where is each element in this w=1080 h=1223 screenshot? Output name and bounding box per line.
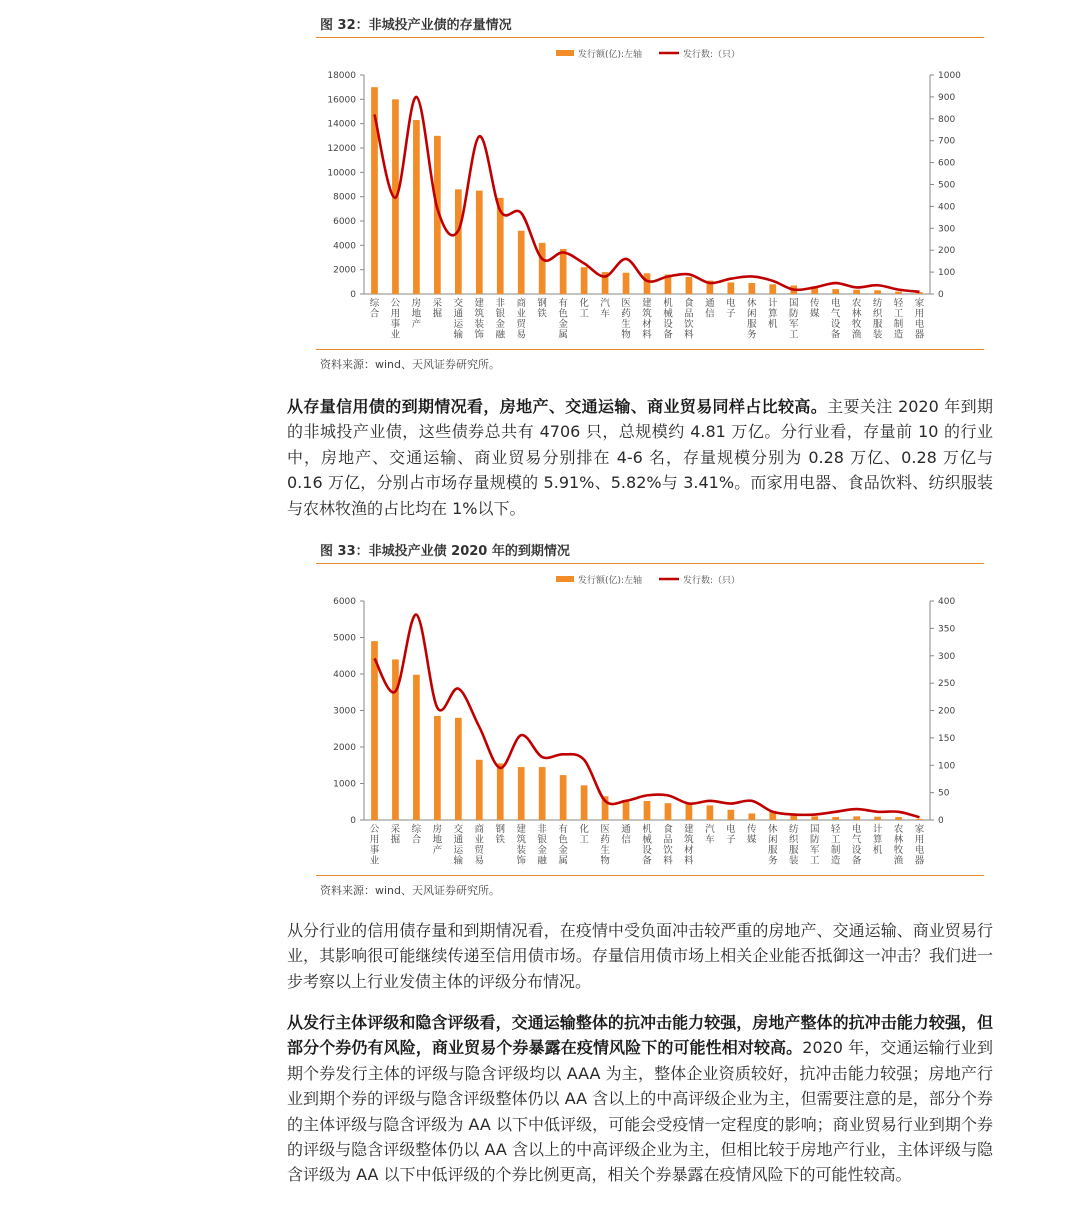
category-label: 家用电器 [914,298,925,341]
bar [581,267,588,294]
right-tick-label: 900 [938,92,956,103]
left-tick-label: 10000 [327,168,356,179]
right-tick-label: 400 [938,202,956,213]
paragraph-3-body: 2020 年，交通运输行业到期个券发行主体的评级与隐含评级均以 AAA 为主，整体企业资质较好，抗冲击能力较强；房地产行业到期个券的评级与隐含评级整体仍以 AA 含以上的中高评级企业为主，但需要注意的是，部分个券的主体评级与隐含评级为 AA 以下中低评级，可能会受疫情一定程度的影响；商业贸易行业到期个券的评级与隐含评级整体仍以 AA 含以上的中高评级企业为主，但相比较于房地产行业，主体评级与隐含评级为 AA 以下中低评级的个券比例更高，相关个券暴露在疫情风险下的可能性较高。 [287,1038,993,1185]
category-label: 公用事业 [390,298,401,341]
paragraph-3-lead: 从发行主体评级和隐含评级看，交通运输整体的抗冲击能力较强，房地产整体的抗冲击能力较强，但部分个券仍有风险，商业贸易个券暴露在疫情风险下的可能性相对较高。 [287,1013,993,1058]
category-label: 纺织服装 [872,298,883,341]
category-label: 计算机 [872,824,883,856]
category-label: 医药生物 [621,298,631,341]
right-tick-label: 0 [938,816,944,826]
paragraph-1-body: 主要关注 2020 年到期的非城投产业债，这些债券总共有 4706 只，总规模约 4.81 万亿。分行业看，存量前 10 的行业中，房地产、交通运输、商业贸易分别排在 4-6 名，存量规模分别为 0.28 万亿、0.28 万亿与 0.16 万亿，分别占市场存量规模的 5.91%、5.82%与 3.41%。而家用电器、食品饮料、纺织服装与农林牧渔的占比均在 1%以下。 [287,397,993,518]
figure-32-source: 资料来源：wind、天风证券研究所。 [320,358,501,371]
bar [811,816,818,820]
legend-line-label: 发行数:（只） [683,50,741,60]
right-tick-label: 300 [938,224,956,235]
left-tick-label: 4000 [333,670,356,680]
category-label: 传媒 [809,298,820,320]
bar [874,290,881,294]
bar [455,718,462,820]
legend-bar-label: 发行额(亿):左轴 [578,50,643,60]
category-label: 钢铁 [495,824,506,846]
figure-32-chart [316,40,984,350]
category-label: 建筑装饰 [474,298,485,341]
left-tick-label: 0 [350,290,356,300]
right-tick-label: 250 [938,679,956,690]
category-label: 建筑装饰 [516,824,526,867]
bar [895,817,902,820]
category-label: 农林牧渔 [893,824,904,867]
category-label: 国防军工 [788,298,799,341]
category-label: 有色金属 [558,824,568,867]
left-tick-label: 14000 [327,119,356,130]
right-tick-label: 400 [938,597,956,607]
category-label: 传媒 [747,824,757,846]
category-label: 农林牧渔 [851,298,862,341]
category-label: 电子 [726,298,736,320]
bar [748,813,755,820]
category-label: 机械设备 [642,824,652,867]
category-label: 家用电器 [914,824,925,867]
bar [748,283,755,294]
bar [707,805,714,820]
left-tick-label: 6000 [333,597,356,607]
bar [371,641,378,820]
category-label: 采掘 [432,298,443,320]
bar [560,249,567,294]
figure-32-bottom-rule [316,349,984,350]
figure-33-source: 资料来源：wind、天风证券研究所。 [320,884,501,897]
legend [556,48,740,60]
legend [556,574,740,586]
bar [581,785,588,820]
category-label: 汽车 [600,298,610,320]
category-label: 有色金属 [558,298,568,341]
category-label: 轻工制造 [830,824,841,867]
category-label: 化工 [579,298,589,320]
category-label: 机械设备 [663,298,673,341]
left-tick-label: 6000 [333,217,356,227]
bar [539,243,546,294]
legend-bar-swatch [556,50,574,56]
bar [853,816,860,820]
bar [413,120,420,294]
bar [769,284,776,294]
category-label: 纺织服装 [788,824,799,867]
bar [476,760,483,820]
left-tick-label: 1000 [333,779,356,790]
bar [686,804,693,820]
right-tick-label: 500 [938,180,956,191]
bar [916,819,923,820]
category-label: 交通运输 [453,298,464,341]
bar [623,802,630,820]
paragraph-3 [287,1010,993,1188]
category-label: 食品饮料 [684,298,694,341]
bar [832,289,839,294]
right-tick-label: 1000 [938,71,961,81]
category-label: 综合 [369,298,380,320]
left-tick-label: 18000 [327,71,356,81]
legend-bar-label: 发行额(亿):左轴 [578,576,643,586]
left-tick-label: 0 [350,816,356,826]
paragraph-2: 从分行业的信用债存量和到期情况看，在疫情中受负面冲击较严重的房地产、交通运输、商业贸易行业，其影响很可能继续传递至信用债市场。存量信用债市场上相关企业能否抵御这一冲击？我们进一步考察以上行业发债主体的评级分布情况。 [287,921,993,991]
figure-32-title: 图 32：非城投产业债的存量情况 [320,18,512,33]
right-tick-label: 100 [938,268,956,279]
category-label: 休闲服务 [747,298,757,341]
left-tick-label: 8000 [333,192,356,203]
figure-33-title: 图 33：非城投产业债 2020 年的到期情况 [320,544,570,559]
bar [644,801,651,820]
left-tick-label: 16000 [327,95,356,106]
right-tick-label: 200 [938,706,956,717]
category-label: 房地产 [411,298,422,330]
category-label: 轻工制造 [893,298,904,341]
figure-32-top-rule [316,37,984,38]
bar [497,763,504,820]
right-tick-label: 0 [938,290,944,300]
category-label: 商业贸易 [474,824,485,867]
category-label: 采掘 [390,824,401,846]
category-label: 房地产 [432,824,443,856]
category-label: 医药生物 [600,824,610,867]
left-tick-label: 3000 [333,706,356,717]
right-tick-label: 150 [938,733,956,744]
bar [623,273,630,294]
left-tick-label: 5000 [333,633,356,644]
bar [727,810,734,820]
category-label: 汽车 [705,824,715,846]
category-label: 非银金融 [495,298,506,341]
category-label: 电子 [726,824,736,846]
right-tick-label: 300 [938,651,956,662]
category-label: 商业贸易 [516,298,526,341]
category-label: 国防军工 [809,824,820,867]
category-label: 建筑材料 [684,824,694,867]
bar [476,191,483,294]
category-label: 通信 [621,824,631,846]
right-tick-label: 700 [938,136,956,147]
left-tick-label: 12000 [327,144,356,154]
bar [413,675,420,820]
category-label: 休闲服务 [768,824,778,867]
bar [853,290,860,294]
bar [455,189,462,294]
figure-33-chart [316,566,984,876]
figure-33-top-rule [316,563,984,564]
bar [518,767,525,820]
bar [518,231,525,294]
left-tick-label: 2000 [333,743,356,753]
bar [686,277,693,294]
category-label: 钢铁 [537,298,547,320]
category-label: 化工 [579,824,589,846]
category-label: 食品饮料 [663,824,673,867]
right-tick-label: 600 [938,158,956,169]
bar [434,716,441,820]
bar [832,817,839,820]
bar [665,803,672,820]
bar [539,767,546,820]
category-label: 非银金融 [537,824,547,867]
category-label: 通信 [705,298,715,320]
right-tick-label: 200 [938,246,956,257]
category-label: 公用事业 [369,824,380,867]
left-tick-label: 4000 [333,241,356,252]
right-tick-label: 350 [938,624,956,635]
bar [727,282,734,294]
category-label: 建筑材料 [642,298,652,341]
category-label: 电气设备 [851,824,862,867]
paragraph-1 [287,394,993,521]
category-label: 交通运输 [453,824,464,867]
category-label: 计算机 [768,298,778,330]
right-tick-label: 50 [938,788,950,799]
category-label: 综合 [411,824,422,846]
bar [560,775,567,820]
bar [644,273,651,294]
left-tick-label: 2000 [333,265,356,276]
legend-bar-swatch [556,576,574,582]
paragraph-1-lead: 从存量信用债的到期情况看，房地产、交通运输、商业贸易同样占比较高。 [287,397,828,416]
right-tick-label: 100 [938,761,956,772]
right-tick-label: 800 [938,114,956,125]
bar [895,292,902,294]
legend-line-label: 发行数:（只） [683,576,741,586]
category-label: 电气设备 [830,298,841,341]
figure-33-bottom-rule [316,875,984,876]
bar [874,817,881,820]
